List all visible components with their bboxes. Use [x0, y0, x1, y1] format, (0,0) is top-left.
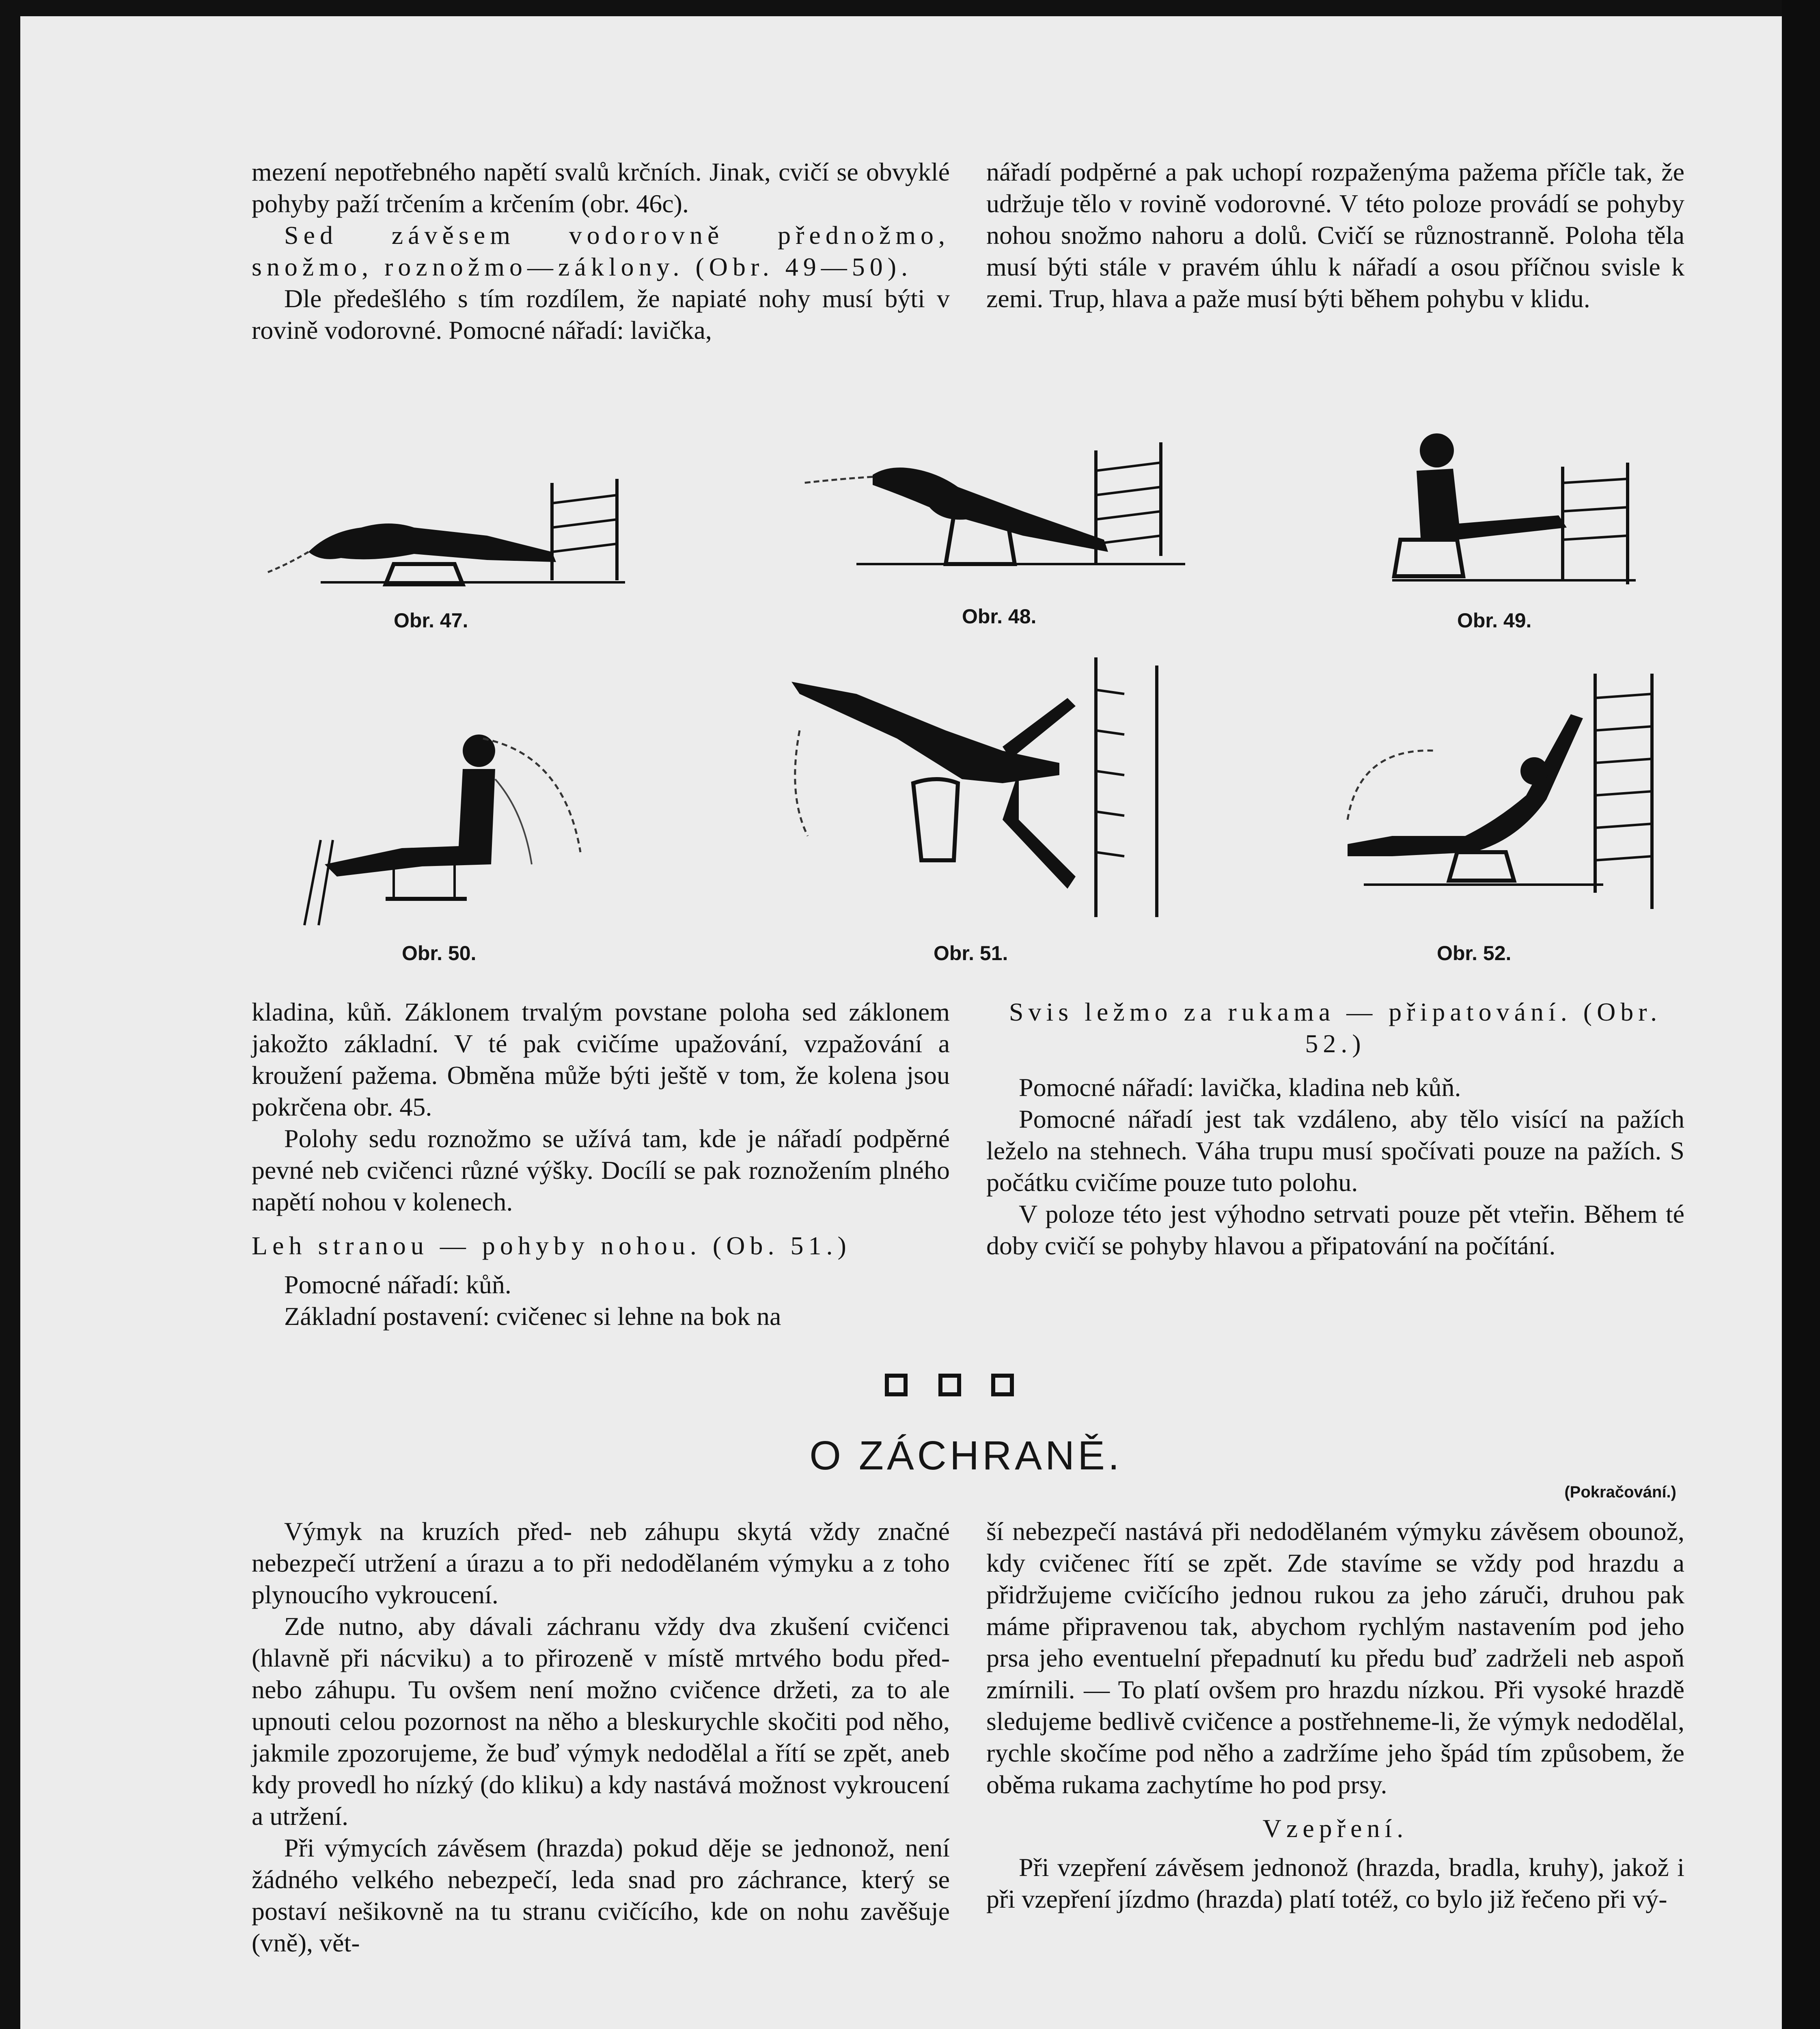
bottom-right-column — [986, 1516, 1684, 1915]
top-right-column — [986, 156, 1684, 314]
paragraph: Pomocné nářadí jest tak vzdáleno, aby tělo visící na pažích leželo na stehnech. Váha trupu musí spočívati pouze na pažích. S počátku cvičíme pouze tuto polohu. — [986, 1105, 1684, 1197]
middle-right-column — [986, 996, 1684, 1262]
paragraph: Při vzepření závěsem jednonož (hrazda, bradla, kruhy), jakož i při vzepření jízdmo (hrazda) platí totéž, co bylo již řečeno při vý- — [986, 1853, 1684, 1913]
figure-51 — [775, 649, 1181, 925]
paragraph: kladina, kůň. Záklonem trvalým povstane poloha sed záklonem jakožto základní. V té pak cvičíme upažování, vzpažování a kroužení pažema. Obměna může býti ještě v tom, že kolena jsou pokrčena obr. 45. — [252, 997, 950, 1121]
bottom-left-column — [252, 1516, 950, 1959]
top-left-column — [252, 156, 950, 346]
subheading: Leh stranou — pohyby nohou. (Ob. 51.) — [252, 1231, 851, 1260]
caption-obr-47: Obr. 47. — [394, 609, 468, 632]
ornament-box — [938, 1374, 961, 1396]
section-title: O ZÁCHRANĚ. — [809, 1433, 1123, 1478]
figure-50 — [280, 730, 605, 933]
paragraph: Pomocné nářadí: kůň. — [284, 1270, 511, 1299]
subheading: Vzepření. — [1262, 1814, 1408, 1843]
paragraph: V poloze této jest výhodno setrvati pouze pět vteřin. Během té doby cvičí se pohyby hlavou a připatování na počítání. — [986, 1200, 1684, 1260]
page — [20, 16, 1798, 2029]
paragraph: ší nebezpečí nastává při nedodělaném výmyku závěsem obounož, kdy cvičenec řítí se zpět. Zde stavíme se vždy pod hrazdu a přidržujeme cvičícího jednou rukou za jeho záruči, druhou pak máme připravenou tak, abychom rychlým nastavením pod jeho prsa jeho eventuelní přepadnutí ku předu buď zadrželi neb aspoň zmírnili. — To platí ovšem pro hrazdu nízkou. Při vysoké hrazdě sledujeme bedlivě cvičence a postřehneme-li, že výmyk nedodělal, rychle skočíme pod něho a zadržíme jeho špád tím způsobem, že oběma rukama zachytíme ho pod prsy. — [986, 1517, 1684, 1799]
subheading: Svis ležmo za rukama — připatování. (Obr. 52.) — [1009, 997, 1662, 1058]
paragraph: mezení nepotřebného napětí svalů krčních. Jinak, cvičí se obvyklé pohyby paží trčením a krčením (obr. 46c). — [252, 157, 950, 218]
figure-48 — [796, 426, 1210, 588]
caption-obr-50: Obr. 50. — [402, 942, 477, 965]
caption-obr-52: Obr. 52. — [1437, 942, 1512, 965]
paragraph: Polohy sedu roznožmo se užívá tam, kde je nářadí podpěrné pevné neb cvičenci různé výšky. Docílí se pak roznožením plného napětí nohou v kolenech. — [252, 1124, 950, 1216]
paragraph: Základní postavení: cvičenec si lehne na bok na — [284, 1302, 781, 1331]
paragraph: nářadí podpěrné a pak uchopí rozpaženýma pažema příčle tak, že udržuje tělo v rovině vodorovné. V této poloze provádí se pohyby nohou snožmo nahoru a dolů. Cvičí se různostranně. Poloha těla musí býti stále v pravém úhlu k nářadí a osou příčnou svisle k zemi. Trup, hlava a paže musí býti během pohybu v klidu. — [986, 157, 1684, 313]
scan-edge — [1782, 0, 1820, 2029]
paragraph: Pomocné nářadí: lavička, kladina neb kůň. — [1019, 1073, 1461, 1102]
caption-obr-48: Obr. 48. — [962, 605, 1037, 628]
paragraph: Výmyk na kruzích před- neb záhupu skytá vždy značné nebezpečí utržení a úrazu a to při nedodělaném výmyku a z toho plynoucího vykroucení. — [252, 1517, 950, 1609]
paragraph: Při výmycích závěsem (hrazda) pokud děje se jednonož, není žádného velkého nebezpečí, leda snad pro záchrance, který se postaví nešikovně na tu stranu cvičícího, kde on nohu zavěšuje (vně), vět- — [252, 1833, 950, 1957]
caption-obr-49: Obr. 49. — [1457, 609, 1532, 632]
ornament-box — [991, 1374, 1014, 1396]
caption-obr-51: Obr. 51. — [934, 942, 1008, 965]
ornament-box — [885, 1374, 908, 1396]
continued-note: (Pokračování.) — [1564, 1483, 1676, 1501]
figure-49 — [1376, 426, 1652, 597]
paragraph: Dle předešlého s tím rozdílem, že napiaté nohy musí býti v rovině vodorovné. Pomocné nářadí: lavička, — [252, 284, 950, 345]
middle-left-column — [252, 996, 950, 1332]
figure-47 — [260, 467, 645, 601]
paragraph: Zde nutno, aby dávali záchranu vždy dva zkušení cvičenci (hlavně při nácviku) a to přirozeně v místě mrtvého bodu před- nebo záhupu. Tu ovšem není možno cvičence držeti, za to ale upnouti celou pozornost na něho a bleskurychle skočiti pod něho, jakmile zpozorujeme, že buď výmyk nedodělal a řítí se zpět, aneb kdy provedl ho nízký (do kliku) a kdy nastává možnost vykroucení a utržení. — [252, 1612, 950, 1831]
figure-52 — [1343, 666, 1668, 917]
subheading: Sed závěsem vodorovně přednožmo, snožmo, roznožmo—záklony. (Obr. 49—50). — [252, 221, 950, 281]
